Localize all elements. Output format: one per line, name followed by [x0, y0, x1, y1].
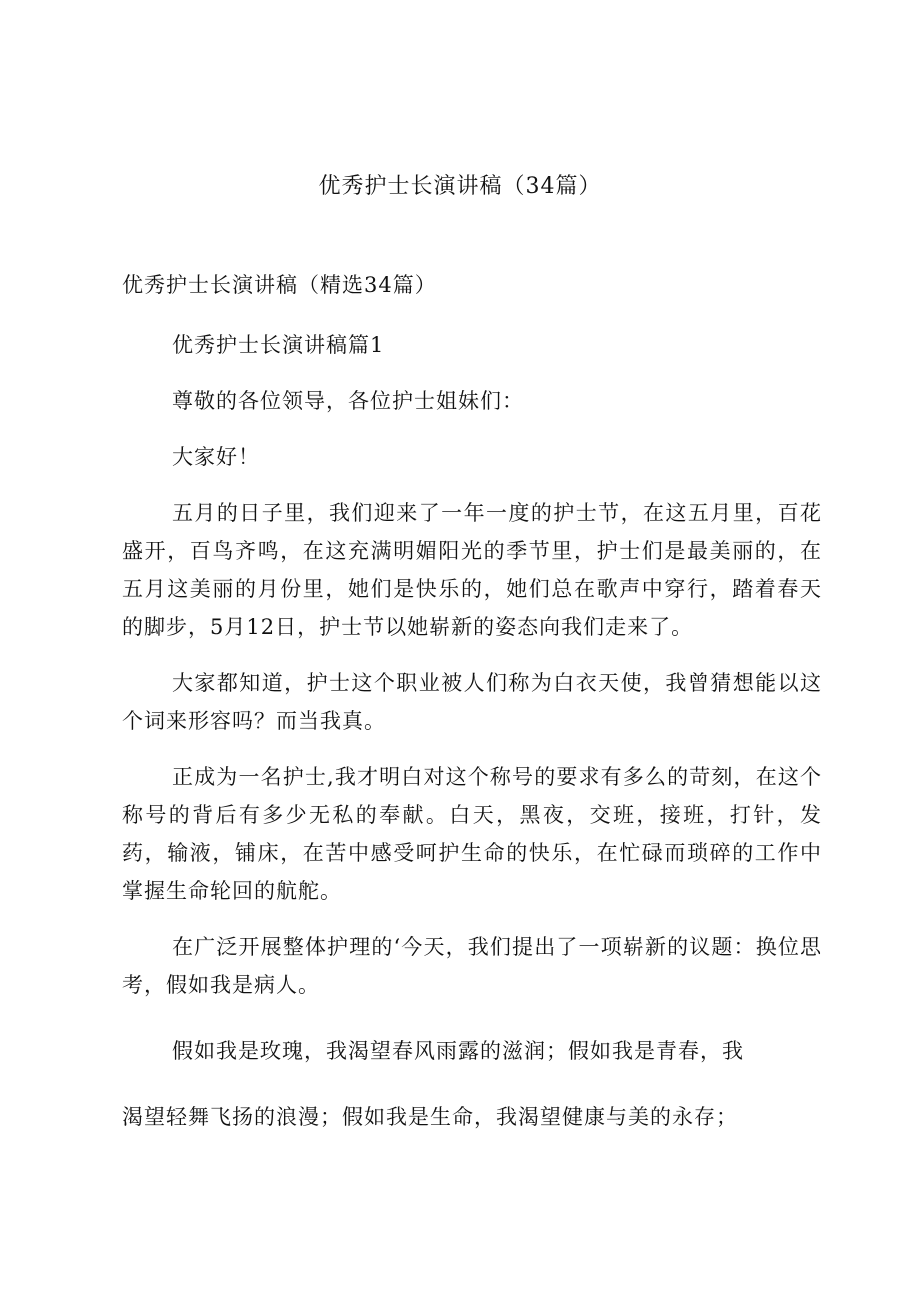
document-subtitle: 优秀护士长演讲稿（精选34篇） [122, 273, 437, 297]
paragraph-if-life: 渴望轻舞飞扬的浪漫；假如我是生命，我渴望健康与美的永存； [122, 1105, 738, 1129]
paragraph-hello: 大家好！ [172, 445, 260, 469]
section-heading: 优秀护士长演讲稿篇1 [172, 333, 385, 357]
document-title: 优秀护士长演讲稿（34篇） [318, 174, 602, 199]
paragraph-white-angel: 大家都知道，护士这个职业被人们称为白衣天使，我曾猜想能以这个词来形容吗？而当我真。 [122, 671, 822, 733]
paragraph-greeting: 尊敬的各位领导，各位护士姐妹们： [172, 389, 524, 413]
paragraph-holistic-care: 在广泛开展整体护理的‘今天，我们提出了一项崭新的议题：换位思考，假如我是病人。 [122, 935, 822, 997]
paragraph-if-rose: 假如我是玫瑰，我渴望春风雨露的滋润；假如我是青春，我 [172, 1039, 744, 1063]
paragraph-may: 五月的日子里，我们迎来了一年一度的护士节，在这五月里，百花盛开，百鸟齐鸣，在这充满明媚阳光的季节里，护士们是最美丽的，在五月这美丽的月份里，她们是快乐的，她们总在歌声中穿行，踏着春天的脚步，5月12日，护士节以她崭新的姿态向我们走来了。 [122, 501, 822, 639]
paragraph-becoming-nurse: 正成为一名护士,我才明白对这个称号的要求有多么的苛刻，在这个称号的背后有多少无私的奉献。白天，黑夜，交班，接班，打针，发药，输液，铺床，在苦中感受呵护生命的快乐，在忙碌而琐碎的工作中掌握生命轮回的航舵。 [122, 765, 822, 903]
document-body [122, 266, 822, 1154]
